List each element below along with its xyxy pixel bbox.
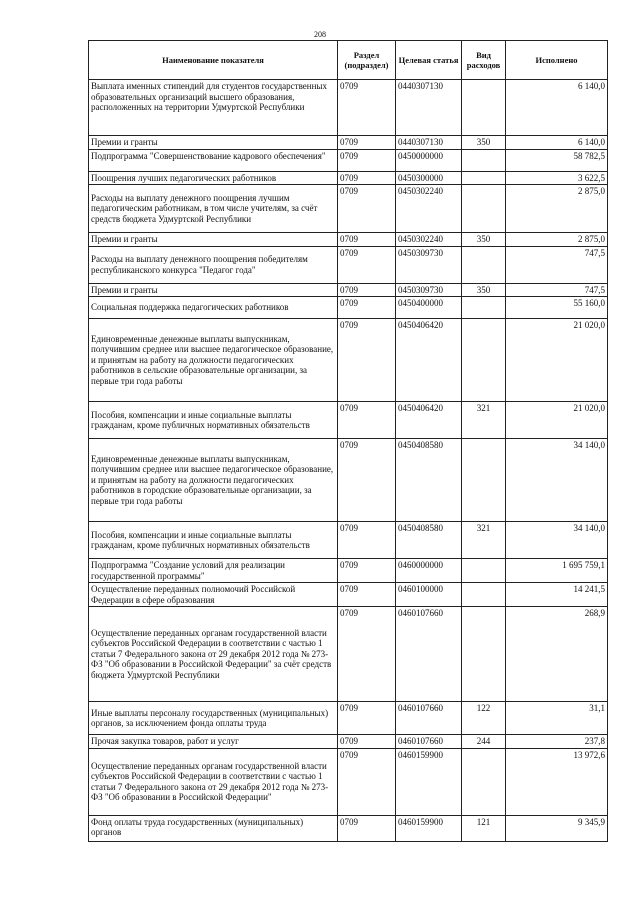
table-row bbox=[89, 171, 608, 185]
row-value: 3 622,5 bbox=[506, 171, 608, 185]
row-type bbox=[462, 171, 506, 185]
row-type: 122 bbox=[462, 702, 506, 735]
row-target: 0450400000 bbox=[396, 297, 462, 319]
row-name: Выплата именных стипендий для студентов государственных образовательных организаций высшего образования, расположенных на территории Удмуртской Республики bbox=[89, 80, 338, 136]
row-value: 1 695 759,1 bbox=[506, 559, 608, 583]
row-section: 0709 bbox=[338, 233, 396, 247]
table-row bbox=[89, 233, 608, 247]
row-section: 0709 bbox=[338, 702, 396, 735]
row-type bbox=[462, 583, 506, 607]
row-value: 13 972,6 bbox=[506, 748, 608, 815]
row-value: 6 140,0 bbox=[506, 80, 608, 136]
row-name: Социальная поддержка педагогических работников bbox=[89, 297, 338, 319]
table-body bbox=[89, 80, 608, 842]
row-target: 0450302240 bbox=[396, 185, 462, 233]
row-value: 2 875,0 bbox=[506, 233, 608, 247]
row-section: 0709 bbox=[338, 559, 396, 583]
row-type: 350 bbox=[462, 233, 506, 247]
row-type: 321 bbox=[462, 402, 506, 439]
row-section: 0709 bbox=[338, 439, 396, 522]
row-target: 0450406420 bbox=[396, 319, 462, 402]
row-value: 31,1 bbox=[506, 702, 608, 735]
row-target: 0450300000 bbox=[396, 171, 462, 185]
row-target: 0460159900 bbox=[396, 815, 462, 841]
row-type bbox=[462, 607, 506, 702]
row-name: Пособия, компенсации и иные социальные выплаты гражданам, кроме публичных нормативных обязательств bbox=[89, 402, 338, 439]
table-row bbox=[89, 583, 608, 607]
row-type bbox=[462, 149, 506, 171]
row-target: 0450302240 bbox=[396, 233, 462, 247]
row-name: Иные выплаты персоналу государственных (муниципальных) органов, за исключением фонда оплаты труда bbox=[89, 702, 338, 735]
row-value: 14 241,5 bbox=[506, 583, 608, 607]
table-row bbox=[89, 149, 608, 171]
row-section: 0709 bbox=[338, 319, 396, 402]
table-row bbox=[89, 748, 608, 815]
row-type: 244 bbox=[462, 735, 506, 749]
row-type: 350 bbox=[462, 283, 506, 297]
table-row bbox=[89, 246, 608, 283]
table-row bbox=[89, 136, 608, 150]
row-name: Единовременные денежные выплаты выпускникам, получившим среднее или высшее педагогическое образование, и принятым на работу на должности педагогических работников в городские образовательные организации, за первые три года работы bbox=[89, 439, 338, 522]
row-name: Подпрограмма "Создание условий для реализации государственной программы" bbox=[89, 559, 338, 583]
table-row bbox=[89, 815, 608, 841]
page-number: 208 bbox=[314, 30, 326, 39]
table-row bbox=[89, 735, 608, 749]
row-value: 2 875,0 bbox=[506, 185, 608, 233]
row-section: 0709 bbox=[338, 583, 396, 607]
table-row bbox=[89, 607, 608, 702]
row-target: 0450406420 bbox=[396, 402, 462, 439]
table-row bbox=[89, 439, 608, 522]
row-name: Премии и гранты bbox=[89, 136, 338, 150]
row-type bbox=[462, 185, 506, 233]
row-value: 34 140,0 bbox=[506, 522, 608, 559]
row-value: 34 140,0 bbox=[506, 439, 608, 522]
row-name: Расходы на выплату денежного поощрения лучшим педагогическим работникам, в том числе учителям, за счёт средств бюджета Удмуртской Республики bbox=[89, 185, 338, 233]
row-name: Премии и гранты bbox=[89, 283, 338, 297]
row-target: 0450408580 bbox=[396, 522, 462, 559]
row-section: 0709 bbox=[338, 80, 396, 136]
row-section: 0709 bbox=[338, 171, 396, 185]
row-value: 58 782,5 bbox=[506, 149, 608, 171]
row-section: 0709 bbox=[338, 607, 396, 702]
row-target: 0440307130 bbox=[396, 136, 462, 150]
row-name: Осуществление переданных органам государственной власти субъектов Российской Федерации в соответствии с частью 1 статьи 7 Федерального закона от 29 декабря 2012 года № 273-ФЗ "Об образовании в Российской Федерации" за счёт средств бюджета Удмуртской Республики bbox=[89, 607, 338, 702]
row-section: 0709 bbox=[338, 149, 396, 171]
table-header-row bbox=[89, 41, 608, 80]
row-section: 0709 bbox=[338, 402, 396, 439]
row-target: 0440307130 bbox=[396, 80, 462, 136]
row-type bbox=[462, 559, 506, 583]
row-type: 121 bbox=[462, 815, 506, 841]
header-value: Исполнено bbox=[506, 41, 608, 80]
row-target: 0460100000 bbox=[396, 583, 462, 607]
row-name: Подпрограмма "Совершенствование кадрового обеспечения" bbox=[89, 149, 338, 171]
row-section: 0709 bbox=[338, 815, 396, 841]
row-target: 0460159900 bbox=[396, 748, 462, 815]
table-row bbox=[89, 402, 608, 439]
row-target: 0460107660 bbox=[396, 607, 462, 702]
row-section: 0709 bbox=[338, 246, 396, 283]
row-value: 747,5 bbox=[506, 283, 608, 297]
row-type bbox=[462, 246, 506, 283]
table-row bbox=[89, 522, 608, 559]
row-target: 0460107660 bbox=[396, 735, 462, 749]
row-section: 0709 bbox=[338, 735, 396, 749]
table-row bbox=[89, 319, 608, 402]
header-name: Наименование показателя bbox=[89, 41, 338, 80]
header-target: Целевая статья bbox=[396, 41, 462, 80]
row-section: 0709 bbox=[338, 136, 396, 150]
row-name: Премии и гранты bbox=[89, 233, 338, 247]
row-value: 237,8 bbox=[506, 735, 608, 749]
row-type: 350 bbox=[462, 136, 506, 150]
row-name: Поощрения лучших педагогических работников bbox=[89, 171, 338, 185]
header-section: Раздел (подраздел) bbox=[338, 41, 396, 80]
row-value: 21 020,0 bbox=[506, 402, 608, 439]
row-name: Прочая закупка товаров, работ и услуг bbox=[89, 735, 338, 749]
row-value: 6 140,0 bbox=[506, 136, 608, 150]
row-name: Осуществление переданных полномочий Российской Федерации в сфере образования bbox=[89, 583, 338, 607]
row-name: Расходы на выплату денежного поощрения победителям республиканского конкурса "Педагог года" bbox=[89, 246, 338, 283]
row-value: 55 160,0 bbox=[506, 297, 608, 319]
row-name: Пособия, компенсации и иные социальные выплаты гражданам, кроме публичных нормативных обязательств bbox=[89, 522, 338, 559]
row-type bbox=[462, 297, 506, 319]
row-type: 321 bbox=[462, 522, 506, 559]
row-target: 0450408580 bbox=[396, 439, 462, 522]
row-target: 0450309730 bbox=[396, 246, 462, 283]
row-section: 0709 bbox=[338, 748, 396, 815]
row-type bbox=[462, 319, 506, 402]
row-section: 0709 bbox=[338, 185, 396, 233]
row-name: Осуществление переданных органам государственной власти субъектов Российской Федерации в соответствии с частью 1 статьи 7 Федерального закона от 29 декабря 2012 года № 273-ФЗ "Об образовании в Российской Федерации" bbox=[89, 748, 338, 815]
row-name: Единовременные денежные выплаты выпускникам, получившим среднее или высшее педагогическое образование, и принятым на работу на должности педагогических работников в сельские образовательные организации, за первые три года работы bbox=[89, 319, 338, 402]
row-target: 0450000000 bbox=[396, 149, 462, 171]
row-target: 0450309730 bbox=[396, 283, 462, 297]
row-value: 268,9 bbox=[506, 607, 608, 702]
row-section: 0709 bbox=[338, 283, 396, 297]
row-name: Фонд оплаты труда государственных (муниципальных) органов bbox=[89, 815, 338, 841]
row-target: 0460000000 bbox=[396, 559, 462, 583]
row-value: 747,5 bbox=[506, 246, 608, 283]
row-value: 9 345,9 bbox=[506, 815, 608, 841]
table-row bbox=[89, 185, 608, 233]
table-row bbox=[89, 702, 608, 735]
row-type bbox=[462, 748, 506, 815]
row-value: 21 020,0 bbox=[506, 319, 608, 402]
row-section: 0709 bbox=[338, 297, 396, 319]
table-row bbox=[89, 297, 608, 319]
table-row bbox=[89, 559, 608, 583]
table-row bbox=[89, 283, 608, 297]
budget-table bbox=[88, 40, 608, 842]
table-row bbox=[89, 80, 608, 136]
row-type bbox=[462, 439, 506, 522]
row-target: 0460107660 bbox=[396, 702, 462, 735]
row-section: 0709 bbox=[338, 522, 396, 559]
row-type bbox=[462, 80, 506, 136]
header-type: Вид расходов bbox=[462, 41, 506, 80]
